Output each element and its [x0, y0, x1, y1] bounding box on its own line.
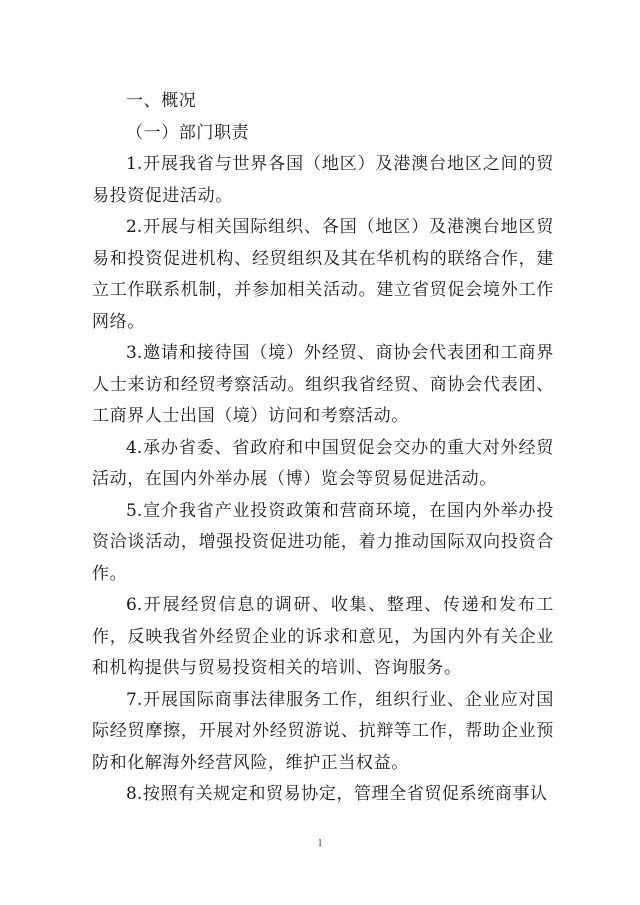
duty-item-text: 开展我省与世界各国（地区）及港澳台地区之间的贸易投资促进活动。	[92, 154, 554, 206]
duty-item-number: 7	[126, 689, 137, 710]
duty-item-3: 3.邀请和接待国（境）外经贸、商协会代表团和工商界人士来访和经贸考察活动。组织我省经贸、商协会代表团、工商界人士出国（境）访问和考察活动。	[92, 343, 554, 426]
duty-item-6: 6.开展经贸信息的调研、收集、整理、传递和发布工作，反映我省外经贸企业的诉求和意见，为国内外有关企业和机构提供与贸易投资相关的培训、咨询服务。	[92, 595, 554, 678]
duty-item-number: 2	[126, 217, 137, 237]
duty-item-1: 1.开展我省与世界各国（地区）及港澳台地区之间的贸易投资促进活动。	[92, 154, 554, 206]
duty-item-text: 开展国际商事法律服务工作，组织行业、企业应对国际经贸摩擦，开展对外经贸游说、抗辩等工作，帮助企业预防和化解海外经营风险，维护正当权益。	[92, 689, 554, 773]
duty-item-text: 承办省委、省政府和中国贸促会交办的重大对外经贸活动，在国内外举办展（博）览会等贸易促进活动。	[92, 437, 554, 489]
duty-item-number: 8	[126, 784, 137, 804]
section-heading: 一、概况	[126, 91, 197, 111]
duty-item-number: 6	[126, 595, 137, 615]
duty-item-number: 4	[126, 437, 137, 458]
page-number: 1	[317, 838, 323, 849]
duty-item-text: 宣介我省产业投资政策和营商环境，在国内外举办投资洽谈活动，增强投资促进功能，着力推动国际双向投资合作。	[92, 500, 554, 584]
duty-item-4: 4.承办省委、省政府和中国贸促会交办的重大对外经贸活动，在国内外举办展（博）览会等贸易促进活动。	[92, 437, 554, 489]
duty-item-5: 5.宣介我省产业投资政策和营商环境，在国内外举办投资洽谈活动，增强投资促进功能，着力推动国际双向投资合作。	[92, 500, 554, 584]
subsection-heading: （一）部门职责	[126, 122, 250, 143]
duty-item-number: 1	[126, 154, 137, 174]
duty-item-text: 按照有关规定和贸易协定，管理全省贸促系统商事认	[142, 784, 548, 804]
duty-item-number: 3	[126, 343, 137, 363]
document-body	[92, 86, 554, 811]
duty-item-7: 7.开展国际商事法律服务工作，组织行业、企业应对国际经贸摩擦，开展对外经贸游说、抗辩等工作，帮助企业预防和化解海外经营风险，维护正当权益。	[92, 689, 554, 773]
duty-item-number: 5	[126, 500, 137, 521]
duty-item-text: 邀请和接待国（境）外经贸、商协会代表团和工商界人士来访和经贸考察活动。组织我省经贸、商协会代表团、工商界人士出国（境）访问和考察活动。	[92, 343, 554, 426]
duty-item-text: 开展与相关国际组织、各国（地区）及港澳台地区贸易和投资促进机构、经贸组织及其在华机构的联络合作，建立工作联系机制，并参加相关活动。建立省贸促会境外工作网络。	[92, 217, 554, 332]
duty-item-8: 8.按照有关规定和贸易协定，管理全省贸促系统商事认	[126, 784, 548, 804]
duty-item-text: 开展经贸信息的调研、收集、整理、传递和发布工作，反映我省外经贸企业的诉求和意见，为国内外有关企业和机构提供与贸易投资相关的培训、咨询服务。	[92, 595, 554, 678]
duty-item-2: 2.开展与相关国际组织、各国（地区）及港澳台地区贸易和投资促进机构、经贸组织及其在华机构的联络合作，建立工作联系机制，并参加相关活动。建立省贸促会境外工作网络。	[92, 217, 554, 332]
